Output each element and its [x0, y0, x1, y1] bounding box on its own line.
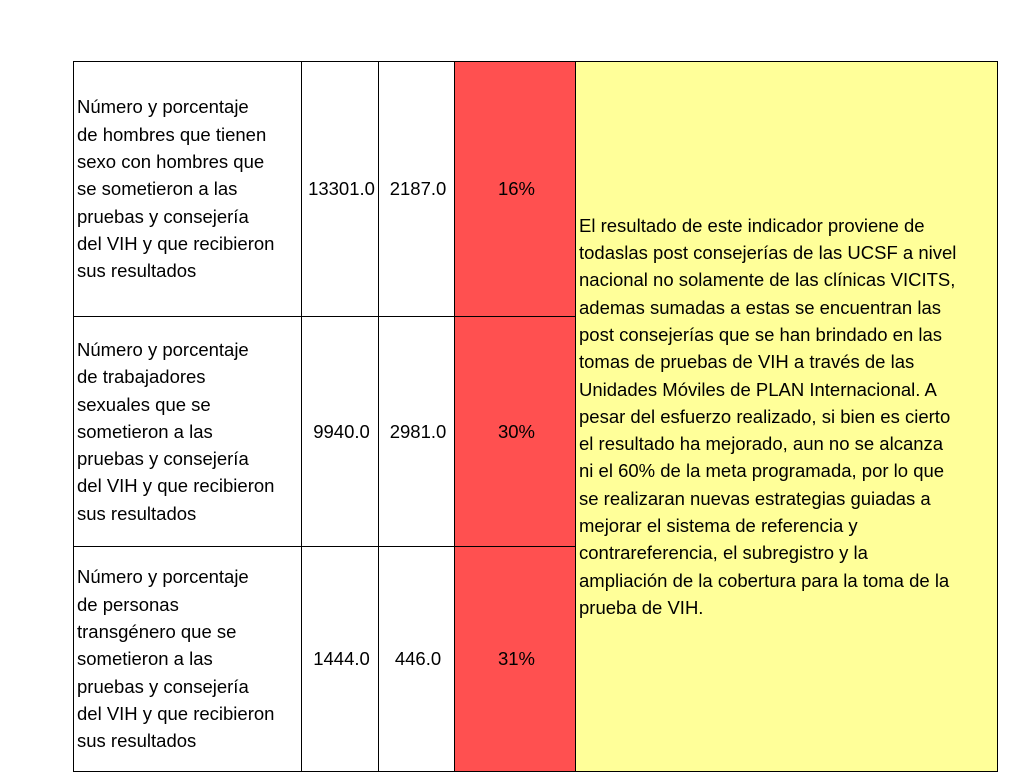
indicator-line: sexo con hombres que: [77, 151, 265, 173]
indicator-line: sometieron a las: [77, 420, 213, 442]
indicator-line: Número y porcentaje: [77, 96, 249, 118]
comment-line: el resultado ha mejorado, aun no se alcanza: [579, 433, 944, 455]
comment-line: prueba de VIH.: [579, 596, 704, 618]
comment-line: todaslas post consejerías de las UCSF a nivel: [579, 242, 957, 264]
indicator-line: sexuales que se: [77, 393, 211, 415]
indicator-table: [73, 61, 998, 772]
indicator-line: se sometieron a las: [77, 178, 238, 200]
comment-line: tomas de pruebas de VIH a través de las: [579, 351, 915, 373]
numerator-cell: 446.0: [379, 547, 455, 772]
denominator-cell: 9940.0: [302, 317, 379, 547]
comment-line: contrareferencia, el subregistro y la: [579, 542, 868, 564]
percentage-cell: 31%: [455, 547, 576, 772]
denominator-cell: 13301.0: [302, 62, 379, 317]
indicator-line: de hombres que tienen: [77, 123, 267, 145]
table-row: [74, 62, 998, 317]
indicator-line: de trabajadores: [77, 366, 206, 388]
indicator-cell: [74, 62, 302, 317]
comment-line: El resultado de este indicador proviene de: [579, 214, 925, 236]
denominator-cell: 1444.0: [302, 547, 379, 772]
indicator-line: del VIH y que recibieron: [77, 702, 275, 724]
indicator-line: Número y porcentaje: [77, 566, 249, 588]
indicator-line: sus resultados: [77, 502, 197, 524]
indicator-line: pruebas y consejería: [77, 675, 249, 697]
comment-line: ampliación de la cobertura para la toma de la: [579, 569, 950, 591]
indicator-line: Número y porcentaje: [77, 338, 249, 360]
indicator-line: del VIH y que recibieron: [77, 232, 275, 254]
indicator-line: pruebas y consejería: [77, 448, 249, 470]
numerator-cell: 2187.0: [379, 62, 455, 317]
comment-line: ni el 60% de la meta programada, por lo que: [579, 460, 945, 482]
percentage-cell: 16%: [455, 62, 576, 317]
indicator-line: sus resultados: [77, 260, 197, 282]
indicator-line: del VIH y que recibieron: [77, 475, 275, 497]
comment-cell: [576, 62, 998, 772]
comment-line: se realizaran nuevas estrategias guiadas a: [579, 487, 931, 509]
indicator-line: de personas: [77, 593, 179, 615]
comment-line: nacional no solamente de las clínicas VICITS,: [579, 269, 956, 291]
comment-line: post consejerías que se han brindado en las: [579, 323, 943, 345]
comment-line: mejorar el sistema de referencia y: [579, 515, 858, 537]
indicator-line: transgénero que se: [77, 621, 237, 643]
indicator-cell: [74, 317, 302, 547]
indicator-line: sus resultados: [77, 730, 197, 752]
comment-line: pesar del esfuerzo realizado, si bien es cierto: [579, 405, 951, 427]
comment-line: Unidades Móviles de PLAN Internacional. A: [579, 378, 937, 400]
numerator-cell: 2981.0: [379, 317, 455, 547]
comment-line: ademas sumadas a estas se encuentran las: [579, 296, 941, 318]
indicator-cell: [74, 547, 302, 772]
indicator-line: pruebas y consejería: [77, 205, 249, 227]
percentage-cell: 30%: [455, 317, 576, 547]
indicator-line: sometieron a las: [77, 648, 213, 670]
